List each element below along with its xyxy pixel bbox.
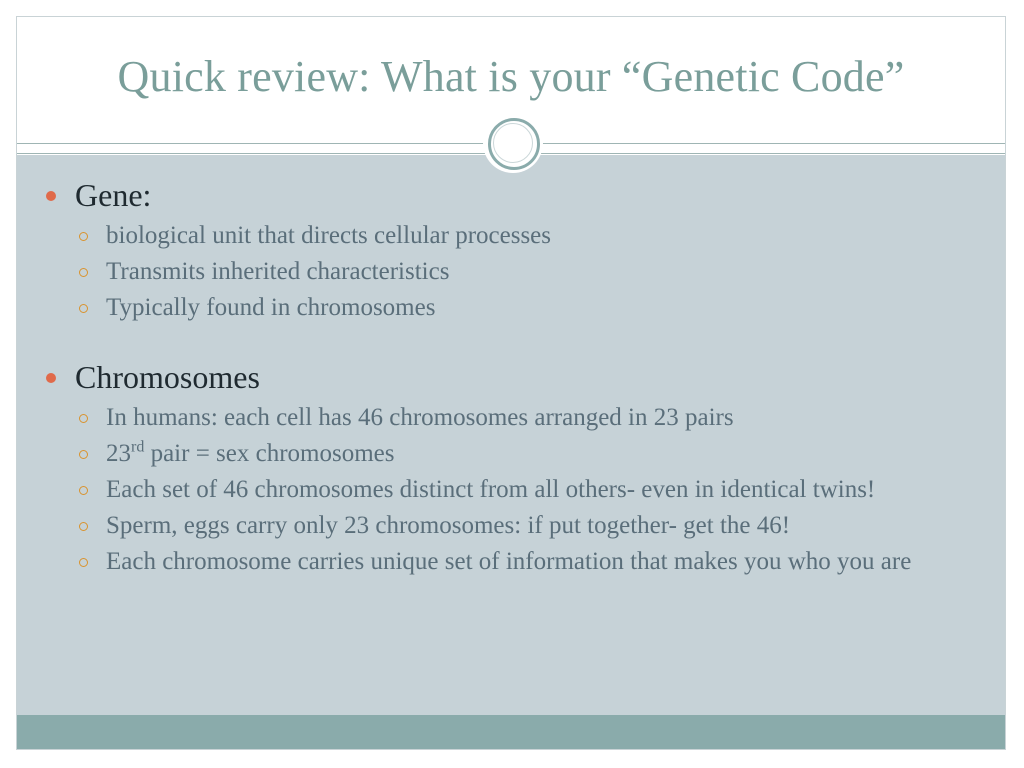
list-item [17, 510, 1005, 541]
list-item [17, 256, 1005, 287]
bullet-dot-icon [46, 373, 56, 383]
list-item-text: In humans: each cell has 46 chromosomes arranged in 23 pairs [106, 404, 734, 431]
bullet-dot-icon [46, 191, 56, 201]
heading-text: Gene: [75, 177, 152, 213]
list-item [17, 402, 1005, 433]
slide-title: Quick review: What is your “Genetic Code” [117, 52, 905, 101]
list-item [17, 292, 1005, 323]
bullet-list [17, 220, 1005, 323]
content [17, 175, 1005, 601]
list-item [17, 438, 1005, 469]
circle-emblem-icon [483, 113, 543, 173]
bullet-ring-icon [79, 522, 88, 531]
list-item [17, 474, 1005, 505]
list-item-text: Transmits inherited characteristics [106, 258, 450, 285]
section-heading [17, 357, 1005, 397]
bullet-ring-icon [79, 414, 88, 423]
bullet-ring-icon [79, 486, 88, 495]
list-item-text: Each set of 46 chromosomes distinct from all others- even in identical twins! [106, 476, 876, 503]
slide [16, 16, 1006, 750]
footer-bar [17, 715, 1005, 749]
section-heading [17, 175, 1005, 215]
bullet-ring-icon [79, 232, 88, 241]
ordinal-number: 23 [106, 440, 131, 467]
bullet-list [17, 402, 1005, 577]
list-item-text: Sperm, eggs carry only 23 chromosomes: if put together- get the 46! [106, 512, 791, 539]
ordinal-suffix: rd [131, 438, 145, 456]
section-gene [17, 175, 1005, 323]
list-item-text: Each chromosome carries unique set of information that makes you who you are [106, 548, 912, 575]
list-item-text [106, 440, 395, 467]
bullet-ring-icon [79, 268, 88, 277]
heading-text: Chromosomes [75, 359, 260, 395]
list-item-text: Typically found in chromosomes [106, 294, 436, 321]
bullet-ring-icon [79, 558, 88, 567]
list-item-rest: pair = sex chromosomes [144, 440, 395, 467]
list-item-text: biological unit that directs cellular processes [106, 222, 551, 249]
list-item [17, 220, 1005, 251]
section-chromosomes [17, 357, 1005, 577]
bullet-ring-icon [79, 304, 88, 313]
list-item [17, 546, 1005, 577]
bullet-ring-icon [79, 450, 88, 459]
